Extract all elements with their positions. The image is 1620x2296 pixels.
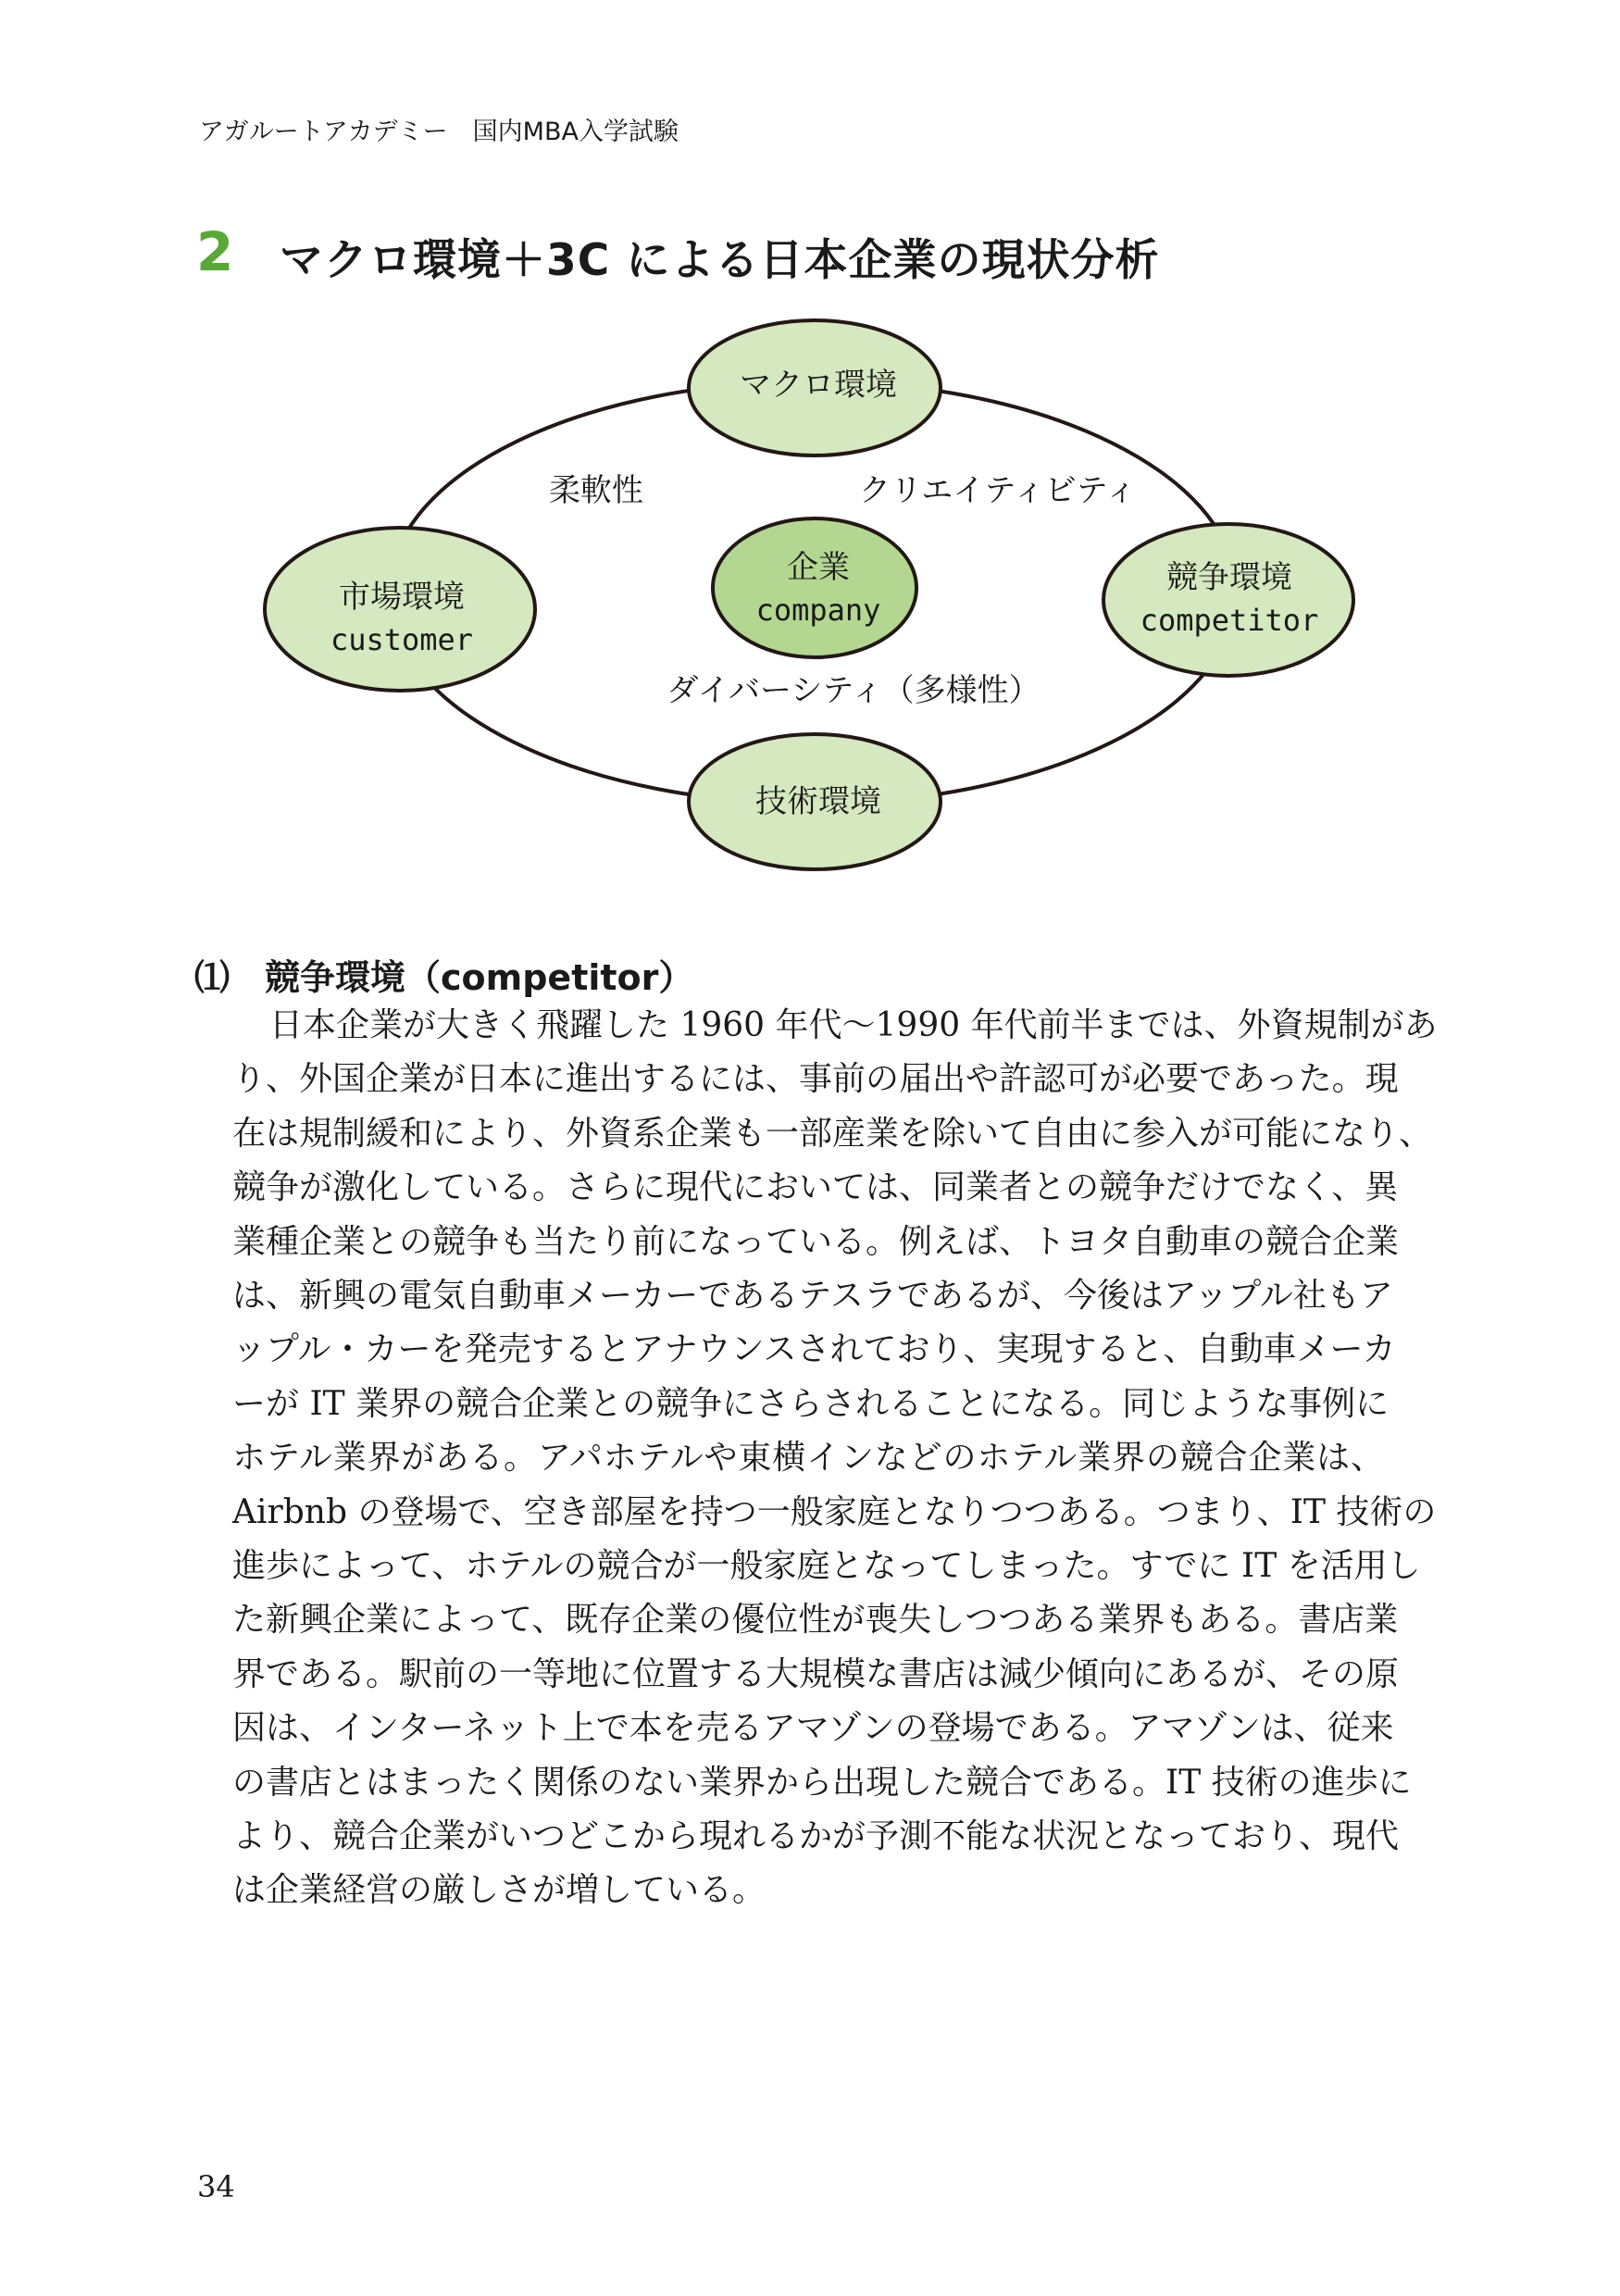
- body-line: の書店とはまったく関係のない業界から出現した競合である。IT 技術の進歩に: [232, 1764, 1412, 1802]
- body-line: 競争が激化している。さらに現代においては、同業者との競争だけでなく、異: [232, 1168, 1399, 1206]
- body-line: ホテル業界がある。アパホテルや東横インなどのホテル業界の競合企業は、: [232, 1439, 1384, 1477]
- node-company-en: company: [755, 593, 881, 628]
- body-line: 界である。駅前の一等地に位置する大規模な書店は減少傾向にあるが、その原: [232, 1655, 1400, 1693]
- node-company-ja: 企業: [786, 549, 850, 586]
- label-diversity: ダイバーシティ（多様性）: [667, 672, 1041, 709]
- body-line: 進歩によって、ホテルの競合が一般家庭となってしまった。すでに IT を活用し: [232, 1547, 1421, 1585]
- body-line: は、新興の電気自動車メーカーであるテスラであるが、今後はアップル社もア: [232, 1277, 1393, 1315]
- node-macro-label: マクロ環境: [740, 367, 897, 404]
- body-line: 日本企業が大きく飛躍した 1960 年代～1990 年代前半までは、外資規制があ: [269, 1006, 1438, 1044]
- body-line: Airbnb の登場で、空き部屋を持つ一般家庭となりつつある。つまり、IT 技術の: [232, 1493, 1437, 1531]
- node-market-ja: 市場環境: [339, 579, 465, 616]
- body-line: た新興企業によって、既存企業の優位性が喪失しつつある業界もある。書店業: [232, 1601, 1399, 1639]
- body-line: 業種企業との競争も当たり前になっている。例えば、トヨタ自動車の競合企業: [232, 1223, 1400, 1261]
- body-line: 因は、インターネット上で本を売るアマゾンの登場である。アマゾンは、従来: [232, 1709, 1394, 1747]
- node-competitor-ja: 競争環境: [1166, 559, 1292, 596]
- running-head: アガルートアカデミー 国内MBA入学試験: [199, 118, 679, 146]
- section-number: 2: [196, 220, 234, 283]
- body-line: は企業経営の厳しさが増している。: [232, 1871, 766, 1909]
- body-line: ーが IT 業界の競合企業との競争にさらされることになる。同じような事例に: [232, 1385, 1389, 1423]
- node-market-label: [330, 576, 473, 661]
- label-flexibility: 柔軟性: [549, 472, 643, 509]
- body-line: より、競合企業がいつどこから現れるかが予測不能な状況となっており、現代: [232, 1817, 1400, 1855]
- node-market-en: customer: [330, 622, 474, 657]
- node-competitor-en: competitor: [1140, 603, 1319, 638]
- body-line: 在は規制緩和により、外資系企業も一部産業を除いて自由に参入が可能になり、: [232, 1115, 1433, 1153]
- subsection-title: ⑴ 競争環境（competitor）: [194, 957, 694, 998]
- page-number: 34: [197, 2169, 235, 2204]
- body-line: り、外国企業が日本に進出するには、事前の届出や許認可が必要であった。現: [232, 1060, 1399, 1098]
- macro-3c-diagram: [0, 0, 1620, 926]
- node-competitor-label: [1140, 556, 1319, 642]
- node-company-label: [756, 546, 881, 631]
- section-title: マクロ環境＋3C による日本企業の現状分析: [280, 235, 1160, 286]
- body-line: ップル・カーを発売するとアナウンスされており、実現すると、自動車メーカ: [232, 1330, 1396, 1368]
- label-creativity: クリエイティビティ: [859, 472, 1137, 509]
- node-technology-label: 技術環境: [755, 783, 881, 820]
